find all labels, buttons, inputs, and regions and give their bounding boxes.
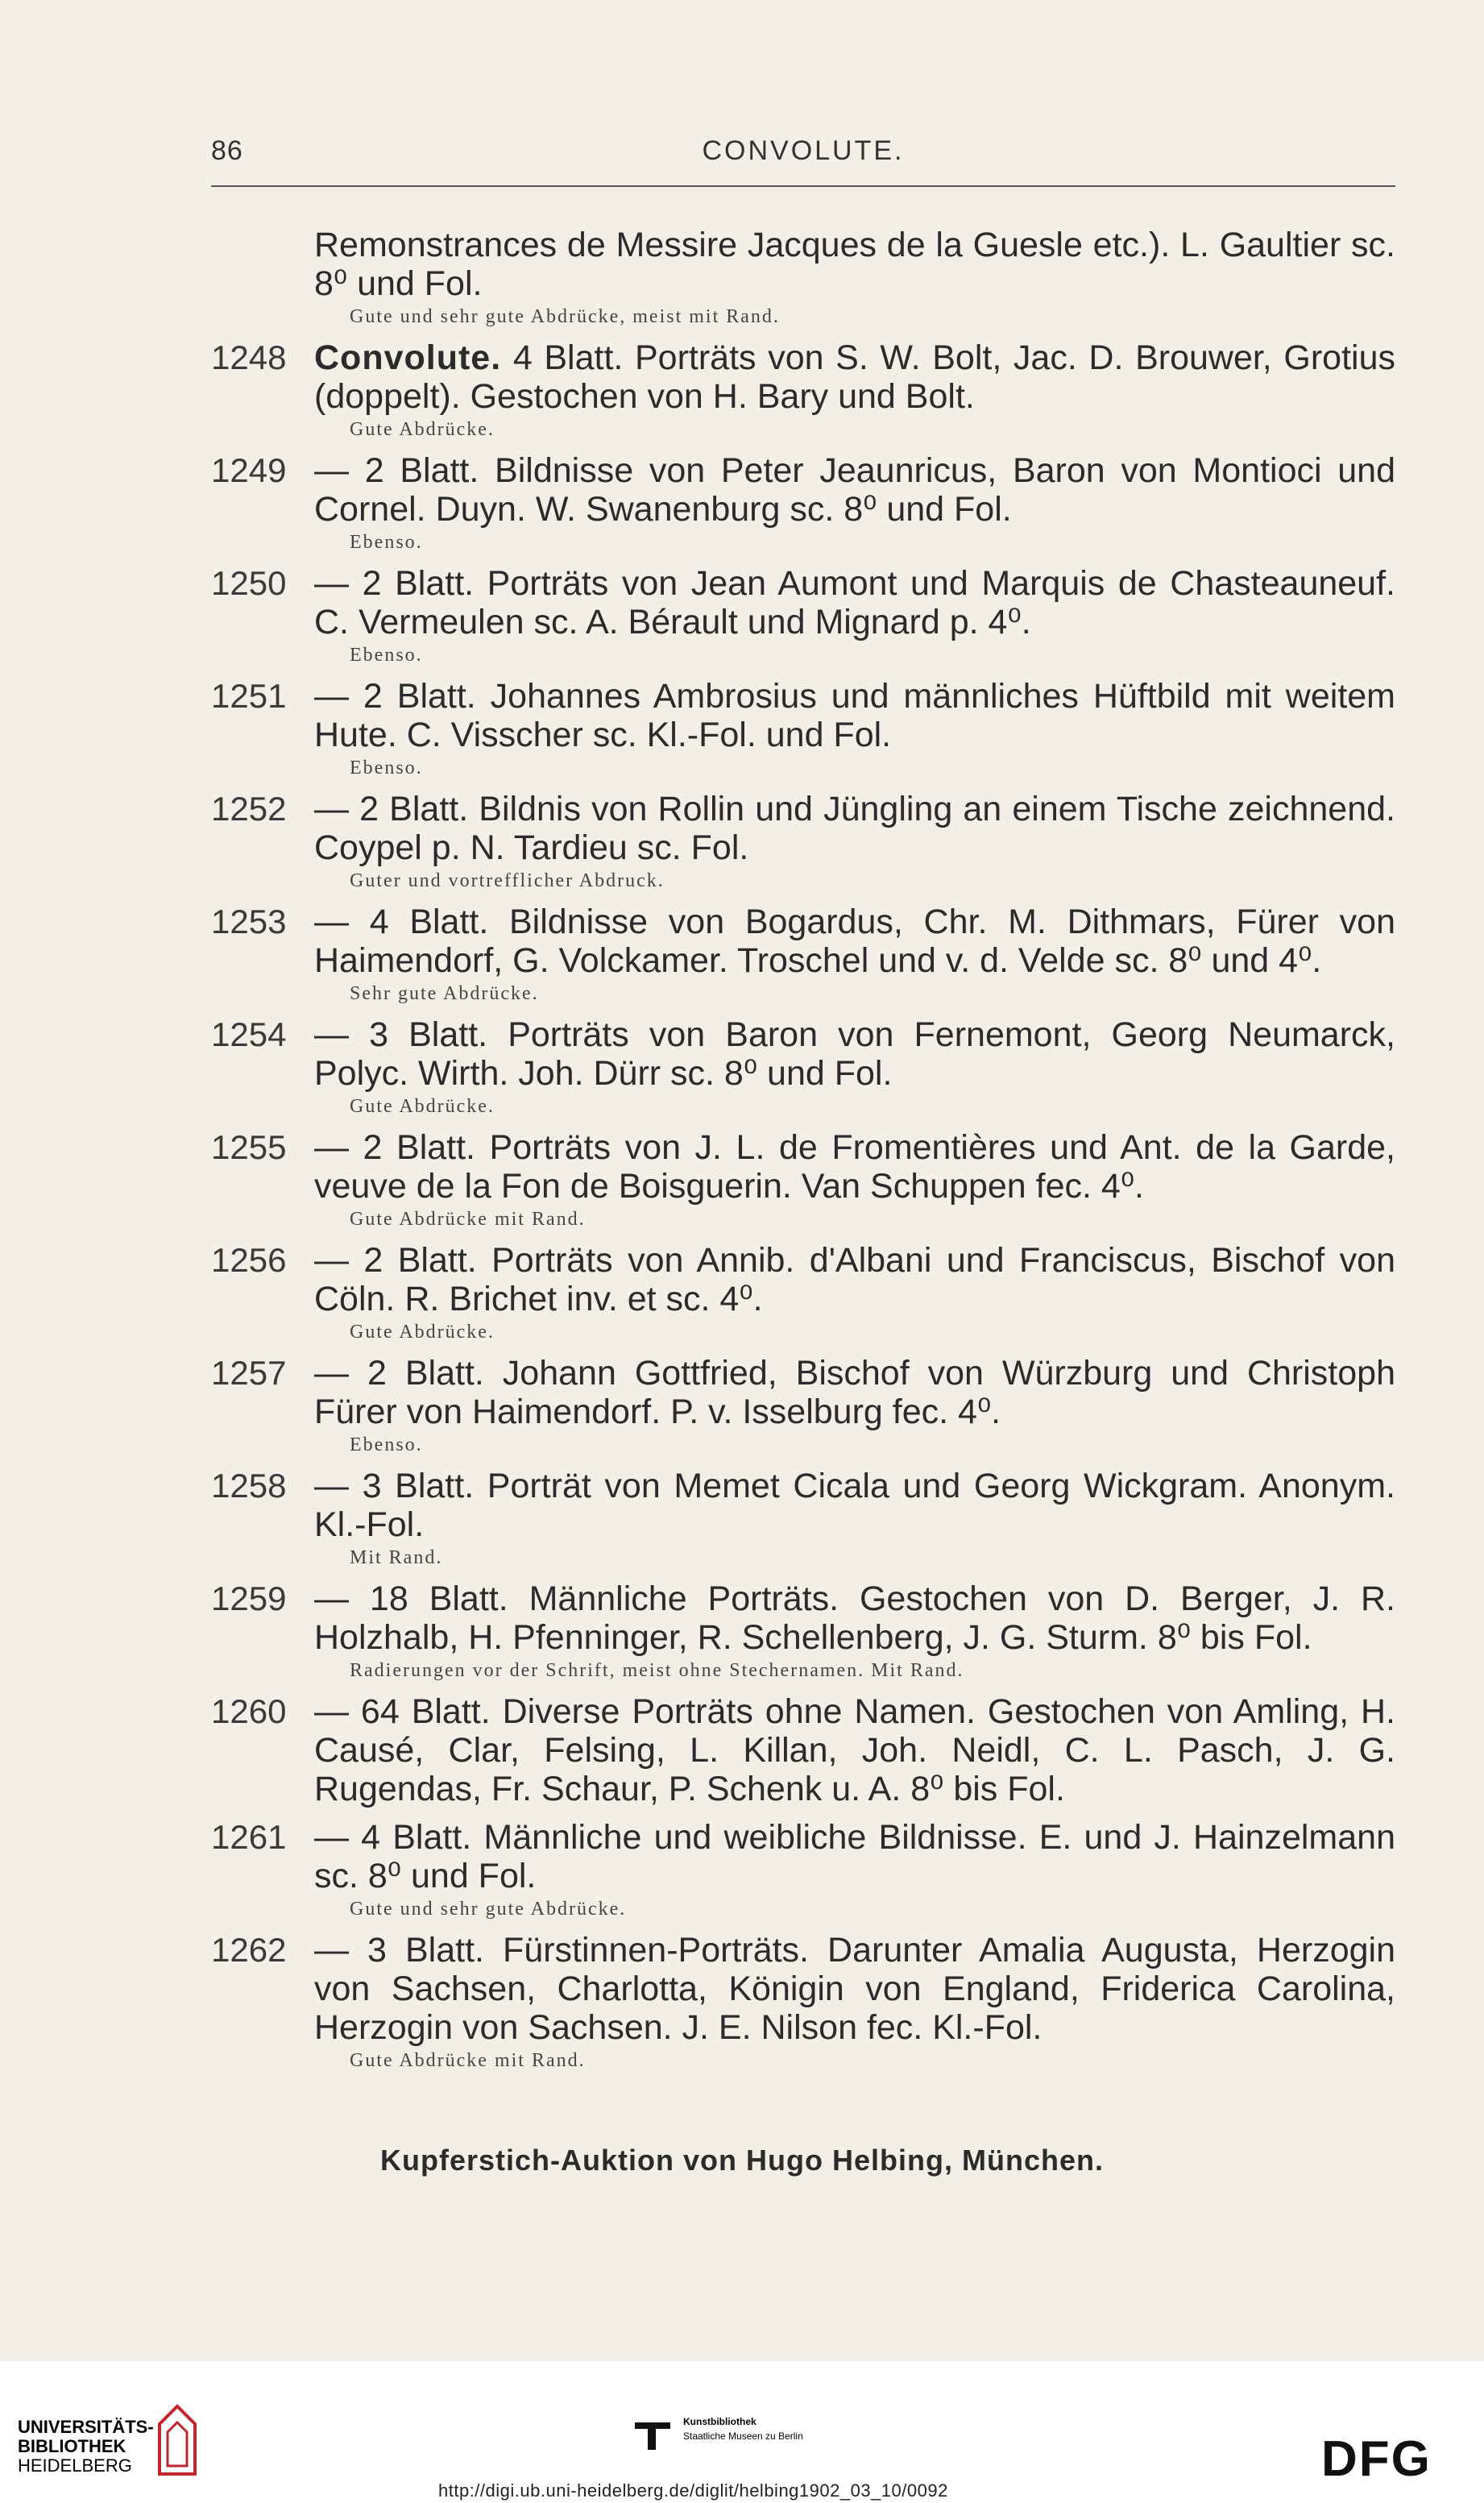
entry-note: Gute und sehr gute Abdrücke, meist mit Rand. bbox=[350, 306, 780, 327]
entry-text: — 3 Blatt. Porträts von Baron von Fernemont, Georg Neumarck, Polyc. Wirth. Joh. Dürr sc. 8⁰ und Fol. bbox=[314, 1015, 1395, 1093]
entry-text: — 2 Blatt. Porträts von Annib. d'Albani und Franciscus, Bischof von Cöln. R. Brichet inv. et sc. 4⁰. bbox=[314, 1241, 1395, 1318]
entry-text: — 2 Blatt. Porträts von J. L. de Fromentières und Ant. de la Garde, veuve de la Fon de Boisguerin. Van Schuppen fec. 4⁰. bbox=[314, 1128, 1395, 1206]
entry-note: Ebenso. bbox=[350, 1434, 423, 1455]
source-url-link[interactable]: http://digi.ub.uni-heidelberg.de/diglit/helbing1902_03_10/0092 bbox=[438, 2480, 948, 2501]
entry-text: Convolute. 4 Blatt. Porträts von S. W. Bolt, Jac. D. Brouwer, Grotius (doppelt). Gestochen von H. Bary und Bolt. bbox=[314, 338, 1395, 416]
catalog-entry bbox=[211, 903, 1395, 1006]
entry-note: Sehr gute Abdrücke. bbox=[350, 983, 539, 1004]
entry-text: — 2 Blatt. Johann Gottfried, Bischof von Würzburg und Christoph Fürer von Haimendorf. P. v. Isselburg fec. 4⁰. bbox=[314, 1354, 1395, 1431]
lot-number: 1251 bbox=[211, 677, 287, 715]
lot-number: 1262 bbox=[211, 1931, 287, 1969]
library-name-line: BIBLIOTHEK bbox=[18, 2436, 126, 2456]
entry-note: Gute Abdrücke. bbox=[350, 419, 495, 440]
entry-note: Ebenso. bbox=[350, 758, 423, 778]
catalog-entry bbox=[211, 451, 1395, 554]
catalog-entry bbox=[211, 790, 1395, 893]
entry-note: Gute und sehr gute Abdrücke. bbox=[350, 1899, 627, 1920]
lot-number: 1260 bbox=[211, 1692, 287, 1730]
entry-text: — 3 Blatt. Porträt von Memet Cicala und Georg Wickgram. Anonym. Kl.-Fol. bbox=[314, 1467, 1395, 1544]
entry-note: Mit Rand. bbox=[350, 1547, 443, 1568]
lot-number: 1255 bbox=[211, 1128, 287, 1166]
dfg-logo: DFG bbox=[1321, 2431, 1432, 2487]
entry-text: — 2 Blatt. Bildnisse von Peter Jeaunricus, Baron von Montioci und Cornel. Duyn. W. Swanenburg sc. 8⁰ und Fol. bbox=[314, 451, 1395, 529]
catalog-entry bbox=[211, 1241, 1395, 1344]
entry-note: Gute Abdrücke mit Rand. bbox=[350, 1209, 586, 1230]
university-library-logo bbox=[18, 2418, 154, 2476]
catalog-entry bbox=[211, 677, 1395, 780]
library-emblem-icon bbox=[153, 2400, 201, 2480]
entry-text: — 2 Blatt. Johannes Ambrosius und männliches Hüftbild mit weitem Hute. C. Visscher sc. Kl.-Fol. und Fol. bbox=[314, 677, 1395, 754]
catalog-entry bbox=[211, 1579, 1395, 1683]
running-title: CONVOLUTE. bbox=[702, 135, 905, 166]
entry-text: — 64 Blatt. Diverse Porträts ohne Namen. Gestochen von Amling, H. Causé, Clar, Felsing, L. Killan, Joh. Neidl, C. L. Pasch, J. G. Rugendas, Fr. Schaur, P. Schenk u. A. 8⁰ bis Fol. bbox=[314, 1692, 1395, 1808]
lot-number: 1252 bbox=[211, 790, 287, 828]
lot-number: 1253 bbox=[211, 903, 287, 940]
catalog-entry bbox=[211, 1818, 1395, 1921]
catalog-entry bbox=[211, 226, 1395, 329]
lot-number: 1256 bbox=[211, 1241, 287, 1279]
page-number: 86 bbox=[211, 135, 243, 166]
kunstbibliothek-emblem-icon bbox=[632, 2411, 674, 2453]
catalog-entry bbox=[211, 564, 1395, 667]
entry-note: Guter und vortrefflicher Abdruck. bbox=[350, 870, 665, 891]
catalog-entry bbox=[211, 1015, 1395, 1119]
lot-number: 1250 bbox=[211, 564, 287, 602]
catalog-entry bbox=[211, 1354, 1395, 1457]
catalog-entry bbox=[211, 1931, 1395, 2073]
lot-number: 1259 bbox=[211, 1579, 287, 1617]
entry-note: Ebenso. bbox=[350, 532, 423, 553]
kunstbibliothek-name: Kunstbibliothek bbox=[683, 2416, 757, 2427]
entry-text: — 18 Blatt. Männliche Porträts. Gestochen von D. Berger, J. R. Holzhalb, H. Pfenninger, R. Schellenberg, J. G. Sturm. 8⁰ bis Fol. bbox=[314, 1579, 1395, 1657]
header-rule bbox=[211, 185, 1395, 187]
lot-number: 1261 bbox=[211, 1818, 287, 1856]
entry-note: Ebenso. bbox=[350, 645, 423, 666]
lot-number: 1257 bbox=[211, 1354, 287, 1392]
lot-number: 1254 bbox=[211, 1015, 287, 1053]
catalog-entry bbox=[211, 1467, 1395, 1570]
entry-text: — 2 Blatt. Porträts von Jean Aumont und Marquis de Chasteauneuf. C. Vermeulen sc. A. Bérault und Mignard p. 4⁰. bbox=[314, 564, 1395, 641]
entry-text: — 2 Blatt. Bildnis von Rollin und Jüngling an einem Tische zeichnend. Coypel p. N. Tardieu sc. Fol. bbox=[314, 790, 1395, 867]
entry-text: Remonstrances de Messire Jacques de la Guesle etc.). L. Gaultier sc. 8⁰ und Fol. bbox=[314, 226, 1395, 303]
auction-footer-title: Kupferstich-Auktion von Hugo Helbing, München. bbox=[380, 2144, 1104, 2177]
entry-note: Gute Abdrücke mit Rand. bbox=[350, 2050, 586, 2071]
lot-number: 1248 bbox=[211, 338, 287, 376]
entry-note: Gute Abdrücke. bbox=[350, 1096, 495, 1117]
library-name-line: HEIDELBERG bbox=[18, 2455, 132, 2476]
catalog-entry bbox=[211, 338, 1395, 442]
lot-number: 1249 bbox=[211, 451, 287, 489]
lot-number: 1258 bbox=[211, 1467, 287, 1505]
entry-text: — 3 Blatt. Fürstinnen-Porträts. Darunter Amalia Augusta, Herzogin von Sachsen, Charlotta, Königin von England, Friderica Carolina, Herzogin von Sachsen. J. E. Nilson fec. Kl.-Fol. bbox=[314, 1931, 1395, 2047]
entry-note: Gute Abdrücke. bbox=[350, 1322, 495, 1343]
page-header bbox=[211, 135, 1395, 184]
entry-note: Radierungen vor der Schrift, meist ohne Stechernamen. Mit Rand. bbox=[350, 1660, 964, 1681]
kunstbibliothek-subtitle: Staatliche Museen zu Berlin bbox=[683, 2430, 803, 2442]
entry-text: — 4 Blatt. Bildnisse von Bogardus, Chr. M. Dithmars, Fürer von Haimendorf, G. Volckamer. Troschel und v. d. Velde sc. 8⁰ und 4⁰. bbox=[314, 903, 1395, 980]
entry-text: — 4 Blatt. Männliche und weibliche Bildnisse. E. und J. Hainzelmann sc. 8⁰ und Fol. bbox=[314, 1818, 1395, 1895]
catalog-entry bbox=[211, 1128, 1395, 1231]
library-name-line: UNIVERSITÄTS- bbox=[18, 2417, 154, 2437]
catalog-entry bbox=[211, 1692, 1395, 1808]
catalog-entries bbox=[211, 226, 1395, 2082]
